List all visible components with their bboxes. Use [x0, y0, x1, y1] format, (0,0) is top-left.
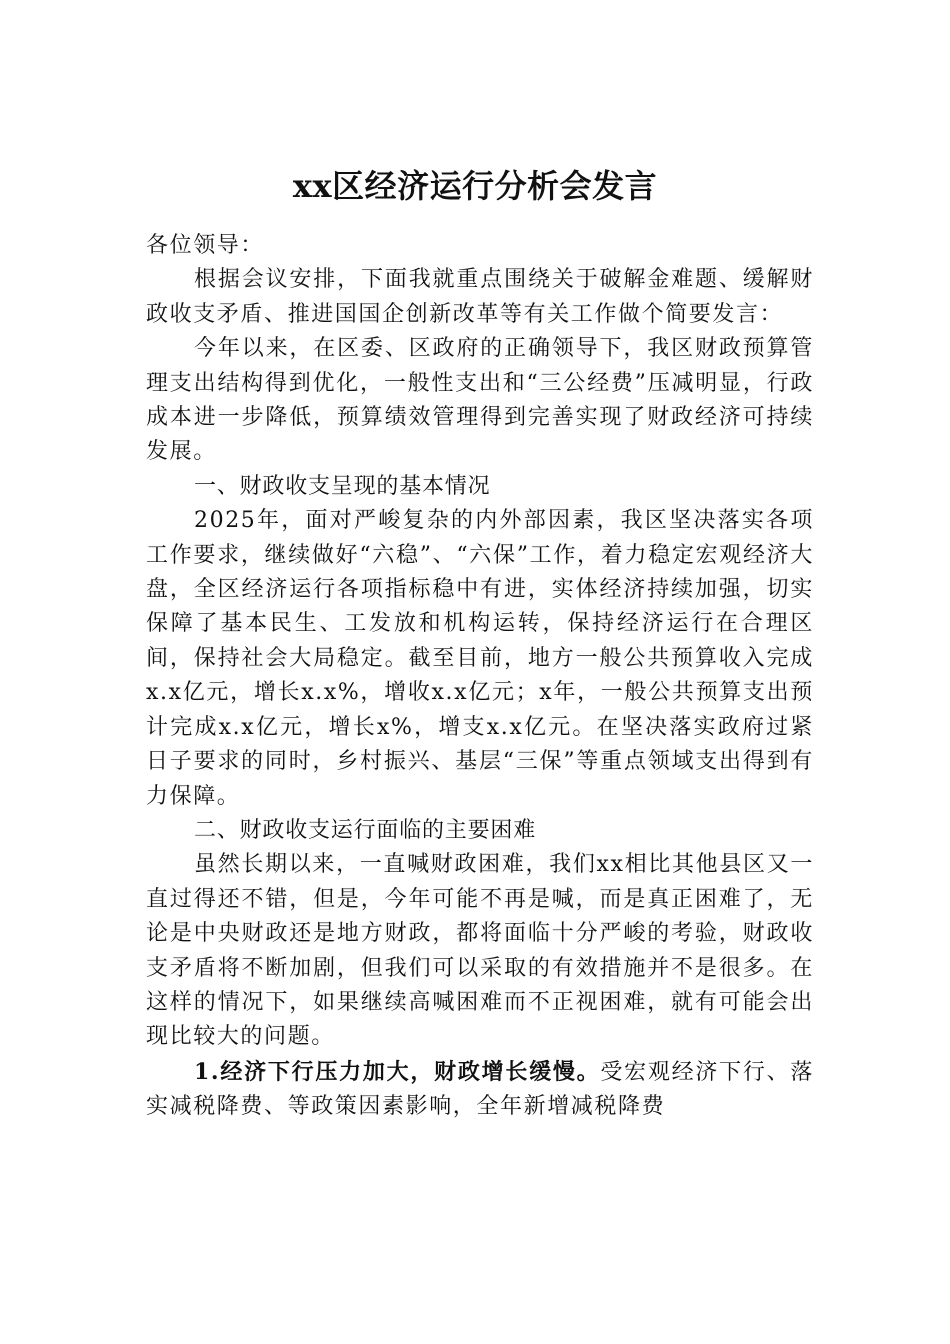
- section-heading-2: 二、财政收支运行面临的主要困难: [194, 817, 537, 843]
- overview-paragraph: 今年以来，在区委、区政府的正确领导下，我区财政预算管理支出结构得到优化，一般性支出和“三公经费”压减明显，行政成本进一步降低，预算绩效管理得到完善实现了财政经济可持续发展。: [146, 336, 814, 465]
- point-1-paragraph: [146, 1055, 814, 1125]
- section-heading-1: 一、财政收支呈现的基本情况: [194, 473, 491, 499]
- section-2-paragraph: 虽然长期以来，一直喊财政困难，我们xx相比其他县区又一直过得还不错，但是，今年可能不再是喊，而是真正困难了，无论是中央财政还是地方财政，都将面临十分严峻的考验，财政收支矛盾将不断加剧，但我们可以采取的有效措施并不是很多。在这样的情况下，如果继续高喊困难而不正视困难，就有可能会出现比较大的问题。: [146, 852, 814, 1050]
- intro-paragraph: 根据会议安排，下面我就重点围绕关于破解金难题、缓解财政收支矛盾、推进国国企创新改革等有关工作做个简要发言：: [146, 267, 814, 327]
- point-1-body: 受宏观经济下行、落实减税降费、等政策因素影响，全年新增减税降费: [146, 1059, 814, 1120]
- document-title: xx区经济运行分析会发言: [292, 167, 658, 205]
- document-body: [146, 229, 814, 1125]
- section-1-paragraph: 2025年，面对严峻复杂的内外部因素，我区坚决落实各项工作要求，继续做好“六稳”、“六保”工作，着力稳定宏观经济大盘，全区经济运行各项指标稳中有进，实体经济持续加强，切实保障了基本民生、工发放和机构运转，保持经济运行在合理区间，保持社会大局稳定。截至目前，地方一般公共预算收入完成x.x亿元，增长x.x%，增收x.x亿元；x年，一般公共预算支出预计完成x.x亿元，增长x%，增支x.x亿元。在坚决落实政府过紧日子要求的同时，乡村振兴、基层“三保”等重点领域支出得到有力保障。: [146, 508, 814, 809]
- salutation: 各位领导：: [146, 233, 265, 258]
- point-1-lead: 1.经济下行压力加大，财政增长缓慢。: [194, 1058, 601, 1085]
